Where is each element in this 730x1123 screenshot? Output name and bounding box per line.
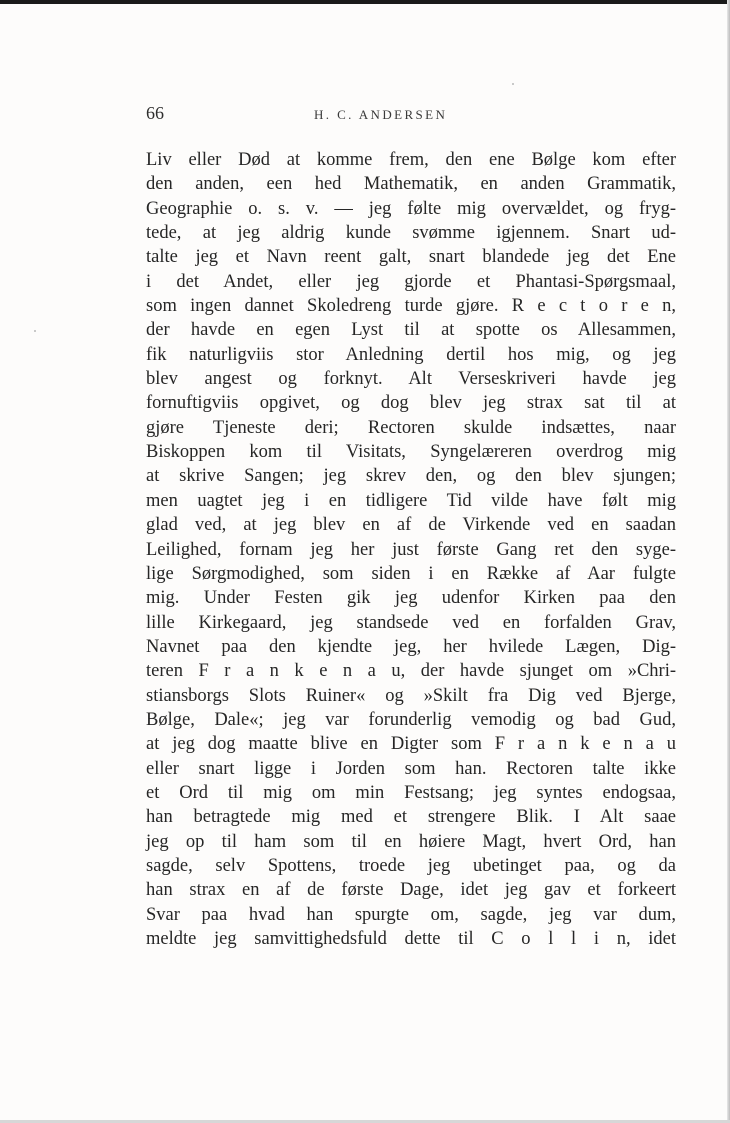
text-line: lige Sørgmodighed, som siden i en Række af Aar fulgte (146, 563, 676, 584)
page-header (146, 103, 676, 127)
text-line: stiansborgs Slots Ruiner« og »Skilt fra Dig ved Bjerge, (146, 685, 676, 706)
text-line: mig. Under Festen gik jeg udenfor Kirken paa den (146, 588, 676, 609)
text-line: den anden, een hed Mathematik, en anden Grammatik, (146, 174, 676, 195)
text-line: men uagtet jeg i en tidligere Tid vilde have følt mig (146, 490, 676, 511)
text-line: tede, at jeg aldrig kunde svømme igjennem. Snart ud- (146, 223, 676, 244)
body-text (146, 148, 676, 951)
text-line: jeg op til ham som til en høiere Magt, hvert Ord, han (146, 831, 676, 852)
page-number: 66 (146, 103, 164, 123)
text-line: et Ord til mig om min Festsang; jeg syntes endogsaa, (146, 782, 676, 803)
scan-top-edge (0, 0, 730, 4)
text-line: meldte jeg samvittighedsfuld dette til C o l l i n, idet (146, 929, 676, 949)
text-line: der havde en egen Lyst til at spotte os Allesammen, (146, 320, 676, 341)
text-line: Navnet paa den kjendte jeg, her hvilede Lægen, Dig- (146, 636, 676, 657)
text-line: glad ved, at jeg blev en af de Virkende ved en saadan (146, 515, 676, 536)
text-line: Svar paa hvad han spurgte om, sagde, jeg var dum, (146, 904, 676, 925)
text-line: fik naturligviis stor Anledning dertil hos mig, og jeg (146, 344, 676, 365)
paper-speck (34, 330, 36, 332)
text-line: han strax en af de første Dage, idet jeg gav et forkeert (146, 880, 676, 901)
text-line: teren F r a n k e n a u, der havde sjunget om »Chri- (146, 661, 676, 682)
text-line: Geographie o. s. v. — jeg følte mig overvældet, og fryg- (146, 198, 676, 219)
text-line: han betragtede mig med et strengere Blik. I Alt saae (146, 807, 676, 828)
text-line: gjøre Tjeneste deri; Rectoren skulde indsættes, naar (146, 417, 676, 438)
text-line: at skrive Sangen; jeg skrev den, og den blev sjungen; (146, 466, 676, 487)
text-line: lille Kirkegaard, jeg standsede ved en forfalden Grav, (146, 612, 676, 633)
text-line: i det Andet, eller jeg gjorde et Phantasi-Spørgsmaal, (146, 271, 676, 292)
paper-speck (512, 83, 514, 85)
text-line: Bølge, Dale«; jeg var forunderlig vemodig og bad Gud, (146, 709, 676, 730)
text-line: at jeg dog maatte blive en Digter som F r a n k e n a u (146, 734, 676, 755)
text-line: Leilighed, fornam jeg her just første Gang ret den syge- (146, 539, 676, 560)
text-line: sagde, selv Spottens, troede jeg ubetinget paa, og da (146, 855, 676, 876)
text-line: som ingen dannet Skoledreng turde gjøre. R e c t o r e n, (146, 296, 676, 317)
text-line: Liv eller Død at komme frem, den ene Bølge kom efter (146, 150, 676, 170)
text-line: Biskoppen kom til Visitats, Syngelæreren overdrog mig (146, 442, 676, 463)
running-head: H. C. ANDERSEN (314, 107, 448, 122)
text-line: talte jeg et Navn reent galt, snart blandede jeg det Ene (146, 247, 676, 268)
text-line: blev angest og forknyt. Alt Verseskriveri havde jeg (146, 369, 676, 390)
text-line: fornuftigviis opgivet, og dog blev jeg strax sat til at (146, 393, 676, 414)
text-line: eller snart ligge i Jorden som han. Rectoren talte ikke (146, 758, 676, 779)
